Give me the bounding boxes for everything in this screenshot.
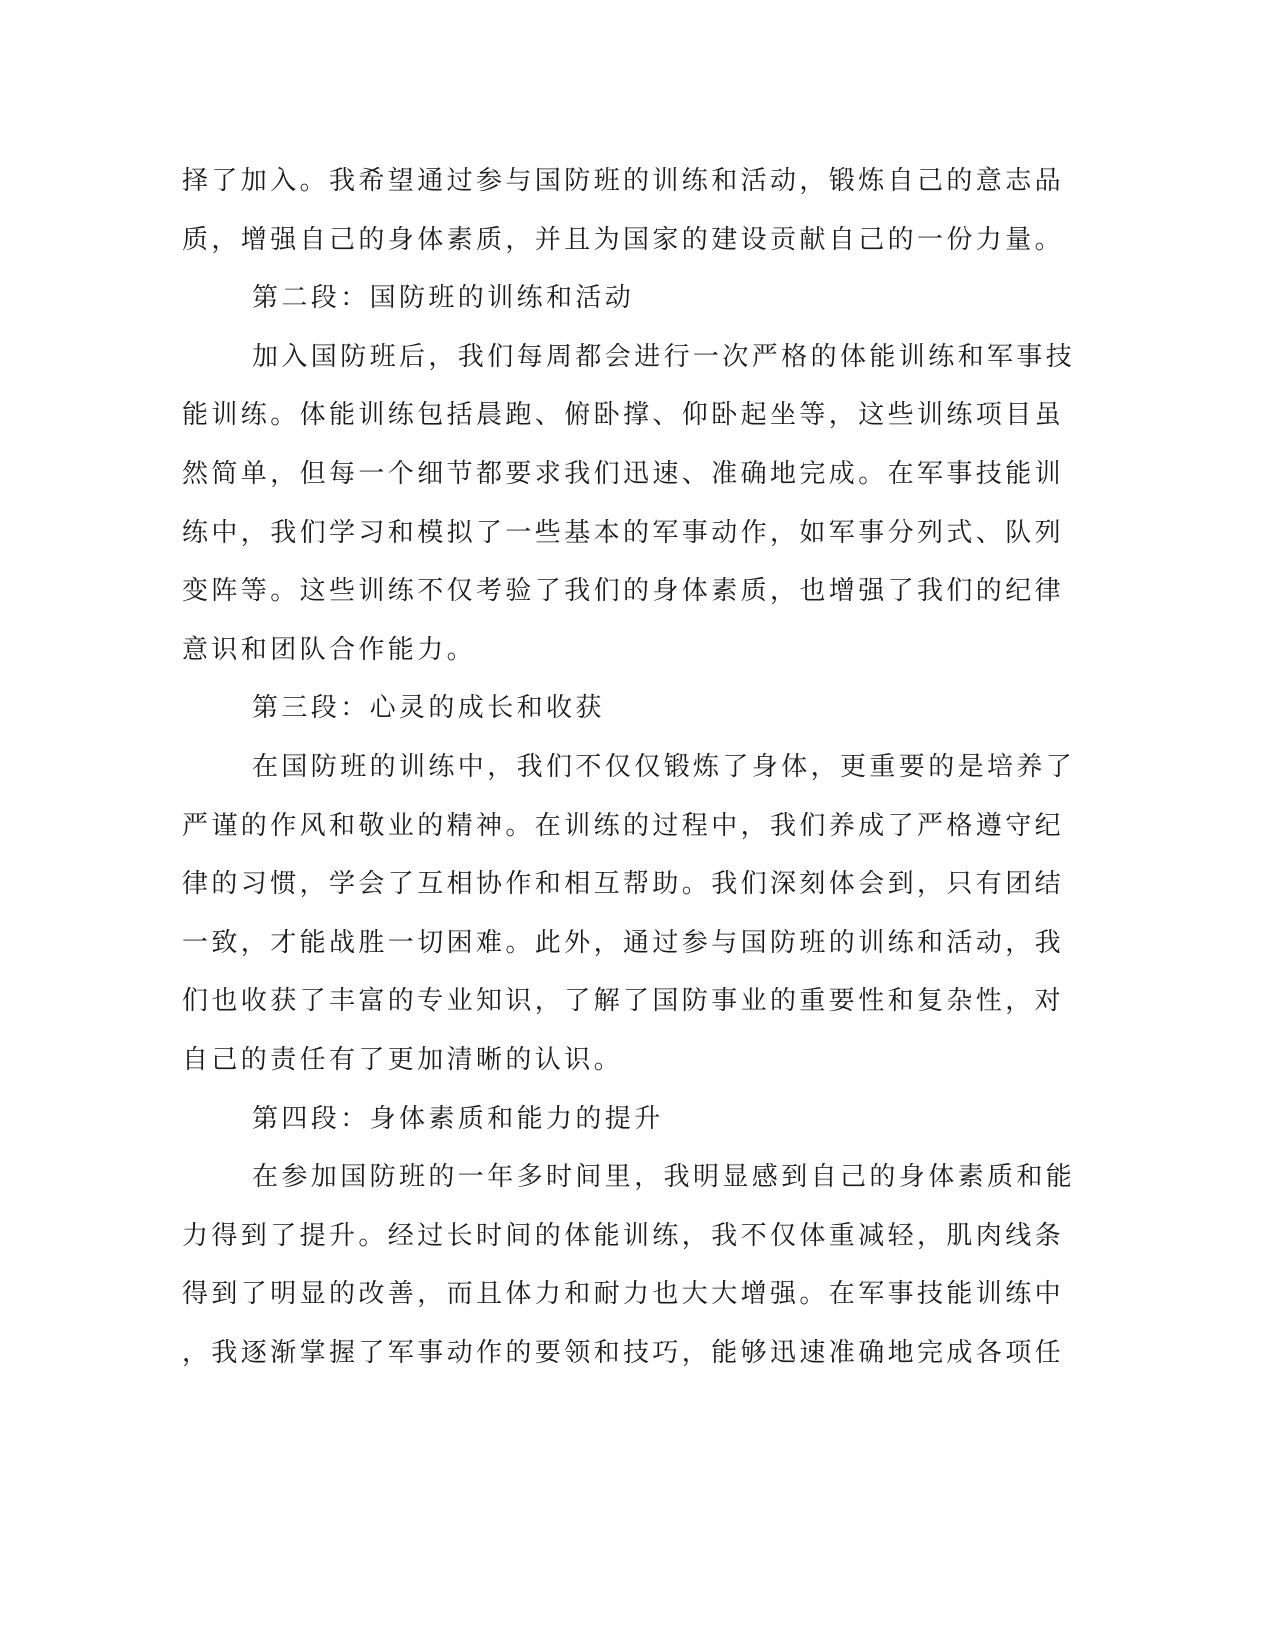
text-line: 质，增强自己的身体素质，并且为国家的建设贡献自己的一份力量。 [182,224,1065,255]
text-line: 严谨的作风和敬业的精神。在训练的过程中，我们养成了严格遵守纪 [182,810,1065,841]
text-line: 变阵等。这些训练不仅考验了我们的身体素质，也增强了我们的纪律 [182,576,1065,607]
text-line: 自己的责任有了更加清晰的认识。 [182,1044,624,1075]
text-line: 律的习惯，学会了互相协作和相互帮助。我们深刻体会到，只有团结 [182,869,1065,900]
section-heading: 第二段：国防班的训练和活动 [252,283,635,314]
section-heading: 第四段：身体素质和能力的提升 [252,1103,664,1134]
text-line: 们也收获了丰富的专业知识，了解了国防事业的重要性和复杂性，对 [182,986,1065,1017]
document-page [182,152,1076,1382]
text-line: 能训练。体能训练包括晨跑、俯卧撑、仰卧起坐等，这些训练项目虽 [182,400,1065,431]
section-heading: 第三段：心灵的成长和收获 [252,693,605,724]
text-line: 加入国防班后，我们每周都会进行一次严格的体能训练和军事技 [252,341,1076,372]
text-line: 在国防班的训练中，我们不仅仅锻炼了身体，更重要的是培养了 [252,751,1076,782]
text-line: 力得到了提升。经过长时间的体能训练，我不仅体重减轻，肌肉线条 [182,1220,1065,1251]
text-line: ，我逐渐掌握了军事动作的要领和技巧，能够迅速准确地完成各项任 [182,1337,1065,1368]
text-line: 得到了明显的改善，而且体力和耐力也大大增强。在军事技能训练中 [182,1279,1065,1310]
text-line: 意识和团队合作能力。 [182,634,477,665]
text-line: 一致，才能战胜一切困难。此外，通过参与国防班的训练和活动，我 [182,927,1065,958]
text-line: 择了加入。我希望通过参与国防班的训练和活动，锻炼自己的意志品 [182,166,1065,196]
text-line: 然简单，但每一个细节都要求我们迅速、准确地完成。在军事技能训 [182,458,1065,489]
text-line: 在参加国防班的一年多时间里，我明显感到自己的身体素质和能 [252,1162,1076,1193]
text-line: 练中，我们学习和模拟了一些基本的军事动作，如军事分列式、队列 [182,517,1065,548]
